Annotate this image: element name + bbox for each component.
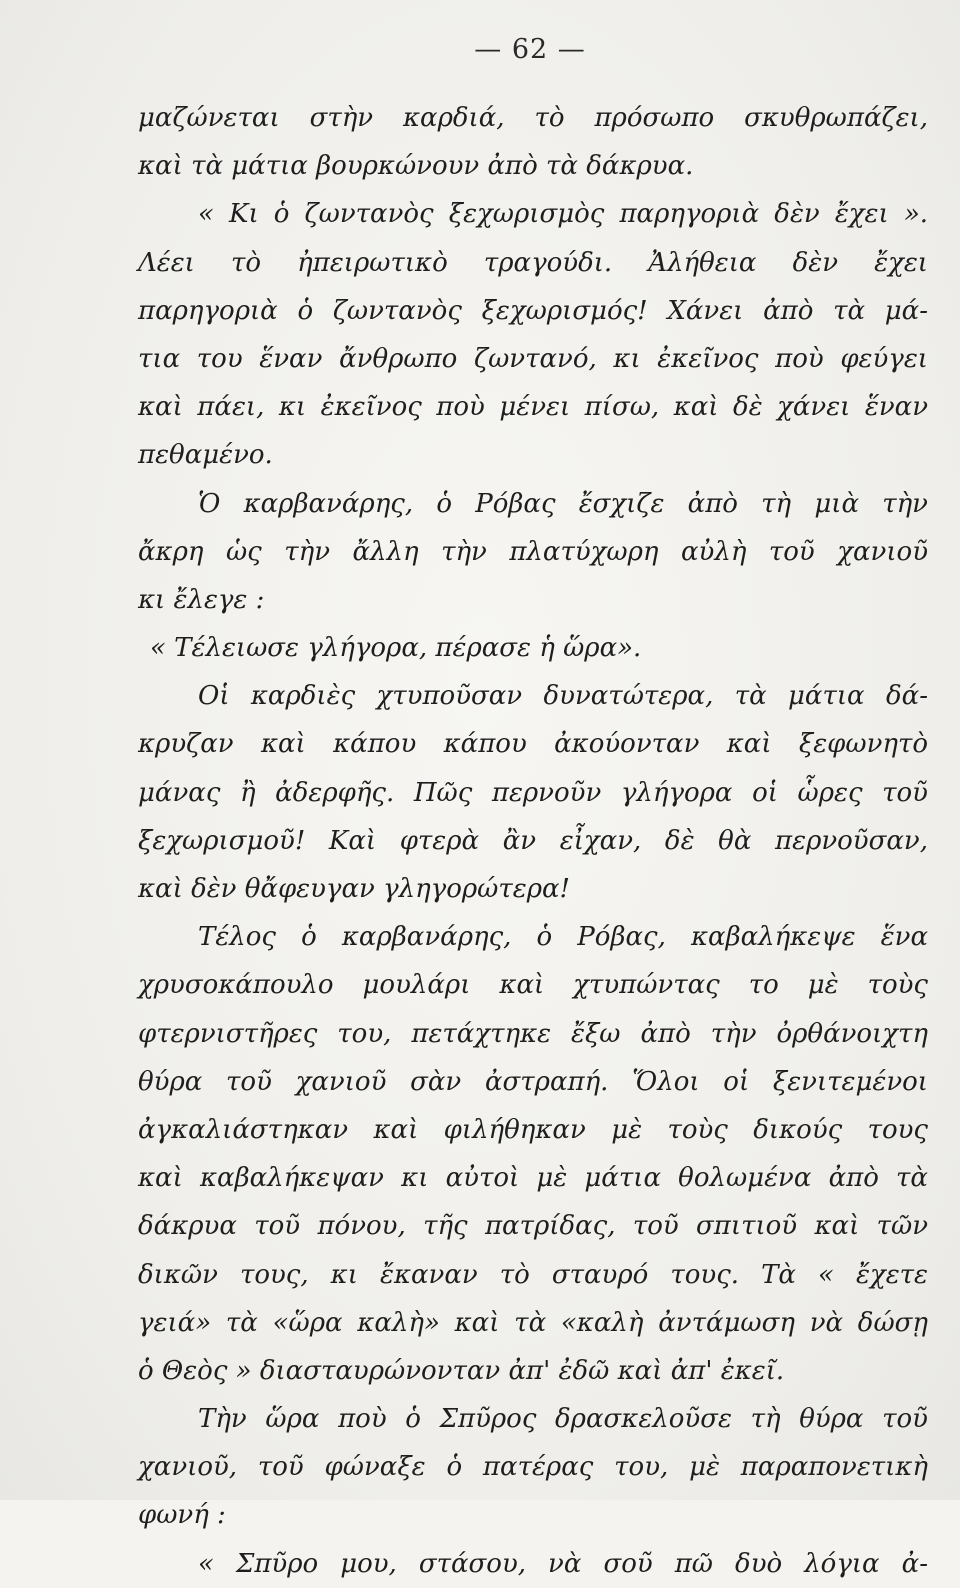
page-number: — 62 — <box>474 34 586 65</box>
text-line: μαζώνεται στὴν καρδιά, τὸ πρόσωπο σκυθρωπάζει, <box>138 103 928 133</box>
text-line: Τέλος ὁ καρβανάρης, ὁ Ρόβας, καβαλήκεψε ἕνα <box>198 922 928 953</box>
text-line: « Σπῦρο μου, στάσου, νὰ σοῦ πῶ δυὸ λόγια ἀ- <box>198 1548 928 1579</box>
text-line: Λέει τὸ ἠπειρωτικὸ τραγούδι. Ἀλήθεια δὲν ἔχει <box>138 247 928 278</box>
text-line: « Τέλειωσε γλήγορα, πέρασε ἡ ὥρα». <box>150 633 642 664</box>
text-line: ἀγκαλιάστηκαν καὶ φιλήθηκαν μὲ τοὺς δικούς τους <box>138 1114 928 1145</box>
text-line: φτερνιστῆρες του, πετάχτηκε ἔξω ἀπὸ τὴν ὀρθάνοιχτη <box>138 1018 928 1049</box>
text-line: πεθαμένο. <box>138 440 273 471</box>
text-line: καὶ τὰ μάτια βουρκώνουν ἀπὸ τὰ δάκρυα. <box>138 151 694 182</box>
text-line: κρυζαν καὶ κάπου κάπου ἀκούονταν καὶ ξεφωνητὸ <box>138 729 928 760</box>
text-line: χανιοῦ, τοῦ φώναξε ὁ πατέρας του, μὲ παραπονετικὴ <box>138 1452 928 1483</box>
text-line: χρυσοκάπουλο μουλάρι καὶ χτυπώντας το μὲ τοὺς <box>138 970 928 1001</box>
text-line: τια του ἕναν ἄνθρωπο ζωντανό, κι ἐκεῖνος ποὺ φεύγει <box>138 343 928 374</box>
text-line: ξεχωρισμοῦ! Καὶ φτερὰ ἂν εἶχαν, δὲ θὰ περνοῦσαν, <box>138 825 928 856</box>
text-line: Ὁ καρβανάρης, ὁ Ρόβας ἔσχιζε ἀπὸ τὴ μιὰ τὴν <box>198 488 928 519</box>
text-line: γειά» τὰ «ὥρα καλὴ» καὶ τὰ «καλὴ ἀντάμωση νὰ δώσῃ <box>138 1307 928 1338</box>
text-line: μάνας ἢ ἀδερφῆς. Πῶς περνοῦν γλήγορα οἱ ὧρες τοῦ <box>138 777 928 808</box>
text-line: δάκρυα τοῦ πόνου, τῆς πατρίδας, τοῦ σπιτιοῦ καὶ τῶν <box>138 1211 928 1242</box>
text-line: θύρα τοῦ χανιοῦ σὰν ἀστραπή. Ὅλοι οἱ ξενιτεμένοι <box>138 1066 928 1097</box>
text-line: καὶ πάει, κι ἐκεῖνος ποὺ μένει πίσω, καὶ δὲ χάνει ἕναν <box>138 392 928 423</box>
text-line: καὶ καβαλήκεψαν κι αὐτοὶ μὲ μάτια θολωμένα ἀπὸ τὰ <box>138 1163 928 1194</box>
text-line: καὶ δὲν θἄφευγαν γληγορώτερα! <box>138 874 570 904</box>
text-line: Οἱ καρδιὲς χτυποῦσαν δυνατώτερα, τὰ μάτια δά- <box>198 681 928 712</box>
text-line: ἄκρη ὡς τὴν ἄλλη τὴν πλατύχωρη αὐλὴ τοῦ χανιοῦ <box>138 536 928 567</box>
text-line: κι ἔλεγε : <box>138 584 265 615</box>
body-text <box>138 94 928 1588</box>
text-line: Τὴν ὥρα ποὺ ὁ Σπῦρος δρασκελοῦσε τὴ θύρα τοῦ <box>198 1404 928 1435</box>
text-line: παρηγοριὰ ὁ ζωντανὸς ξεχωρισμός! Χάνει ἀπὸ τὰ μά- <box>138 295 928 326</box>
text-line: « Κι ὁ ζωντανὸς ξεχωρισμὸς παρηγοριὰ δὲν ἔχει ». <box>198 199 928 230</box>
text-line: δικῶν τους, κι ἔκαναν τὸ σταυρό τους. Τὰ « ἔχετε <box>138 1259 928 1290</box>
text-line: φωνή : <box>138 1500 226 1531</box>
text-line: ὁ Θεὸς » διασταυρώνονταν ἀπ' ἐδῶ καὶ ἀπ' ἐκεῖ. <box>138 1355 785 1386</box>
